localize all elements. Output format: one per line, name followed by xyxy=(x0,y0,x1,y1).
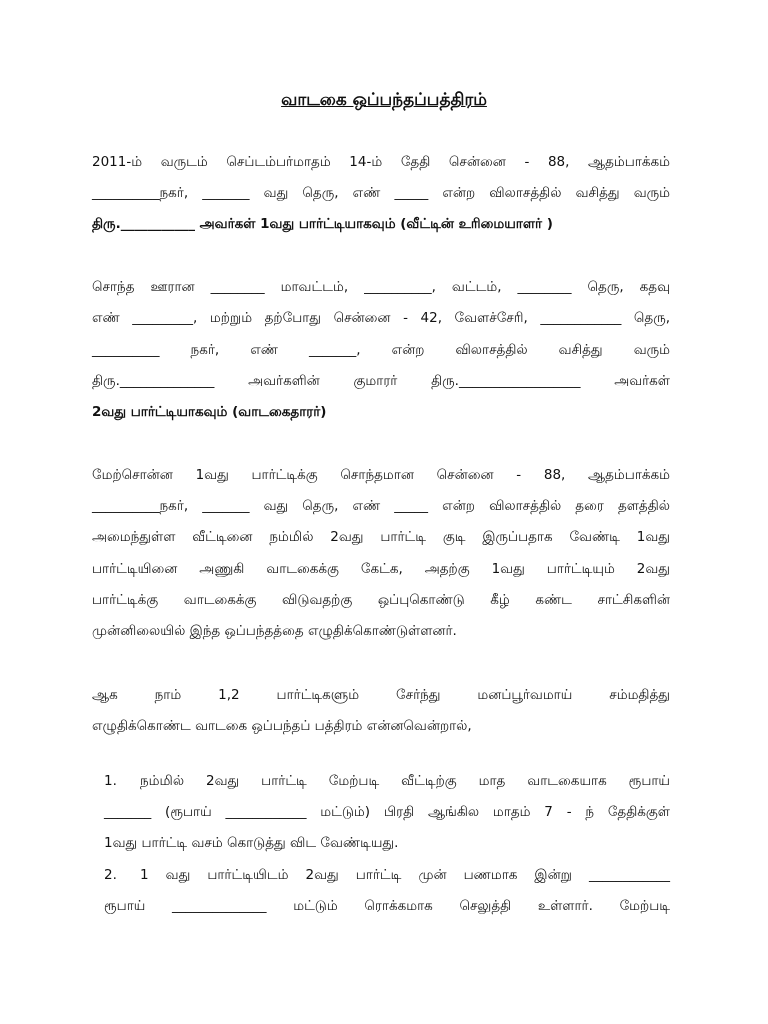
list-item-line: 1 வது பார்ட்டியிடம் 2வது பார்ட்டி முன் பணமாக இன்று ____________ xyxy=(140,867,670,883)
text-line: ஆக நாம் 1,2 பார்ட்டிகளும் சேர்ந்து மனப்பூர்வமாய் சம்மதித்து xyxy=(92,687,670,703)
list-number: 2. xyxy=(104,867,117,883)
text-line: பார்ட்டிக்கு வாடகைக்கு விடுவதற்கு ஒப்புகொண்டு கீழ் கண்ட சாட்சிகளின் xyxy=(92,592,670,608)
list-number: 1. xyxy=(104,773,117,789)
text-line: அமைந்துள்ள வீட்டினை நம்மில் 2வது பார்ட்டி குடி இருப்பதாக வேண்டி 1வது xyxy=(92,529,670,545)
text-line: __________நகர், _______ வது தெரு, எண் _____ என்ற விலாசத்தில் வசித்து வரும் xyxy=(92,185,670,201)
list-item-line: _______ (ரூபாய் ____________ மட்டும்) பிரதி ஆங்கில மாதம் 7 - ந் தேதிக்குள் xyxy=(104,804,670,820)
text-line: முன்னிலையில் இந்த ஒப்பந்தத்தை எழுதிக்கொண்டுள்ளனர். xyxy=(92,623,457,639)
text-line: பார்ட்டியினை அணுகி வாடகைக்கு கேட்க, அதற்கு 1வது பார்ட்டியும் 2வது xyxy=(92,561,670,577)
text-line: 2வது பார்ட்டியாகவும் (வாடகைதாரர்) xyxy=(92,404,327,420)
text-line: எண் _________, மற்றும் தற்போது சென்னை - 42, வேளச்சேரி, ____________ தெரு, xyxy=(92,310,670,326)
text-line: மேற்சொன்ன 1வது பார்ட்டிக்கு சொந்தமான சென்னை - 88, ஆதம்பாக்கம் xyxy=(92,467,670,483)
list-item-line: 1வது பார்ட்டி வசம் கொடுத்து விட வேண்டியது. xyxy=(104,835,399,851)
text-line: திரு.______________ அவர்களின் குமாரர் திரு.__________________ அவர்கள் xyxy=(92,373,670,389)
text-line: சொந்த ஊரான ________ மாவட்டம், __________, வட்டம், ________ தெரு, கதவு xyxy=(92,279,670,295)
text-line: __________ நகர், எண் _______, என்ற விலாசத்தில் வசித்து வரும் xyxy=(92,342,670,358)
text-line: திரு.___________ அவர்கள் 1வது பார்ட்டியாகவும் (வீட்டின் உரிமையாளர் ) xyxy=(92,216,553,232)
text-line: எழுதிக்கொண்ட வாடகை ஒப்பந்தப் பத்திரம் என்னவென்றால், xyxy=(92,718,472,734)
list-item-line: நம்மில் 2வது பார்ட்டி மேற்படி வீட்டிற்கு மாத வாடகையாக ரூபாய் xyxy=(140,773,670,789)
document-title: வாடகை ஒப்பந்தப்பத்திரம் xyxy=(281,90,487,110)
text-line: __________நகர், _______ வது தெரு, எண் _____ என்ற விலாசத்தில் தரை தளத்தில் xyxy=(92,498,670,514)
list-item-line: ரூபாய் ______________ மட்டும் ரொக்கமாக செலுத்தி உள்ளார். மேற்படி xyxy=(104,898,670,914)
text-line: 2011-ம் வருடம் செப்டம்பர்மாதம் 14-ம் தேதி சென்னை - 88, ஆதம்பாக்கம் xyxy=(92,154,670,170)
